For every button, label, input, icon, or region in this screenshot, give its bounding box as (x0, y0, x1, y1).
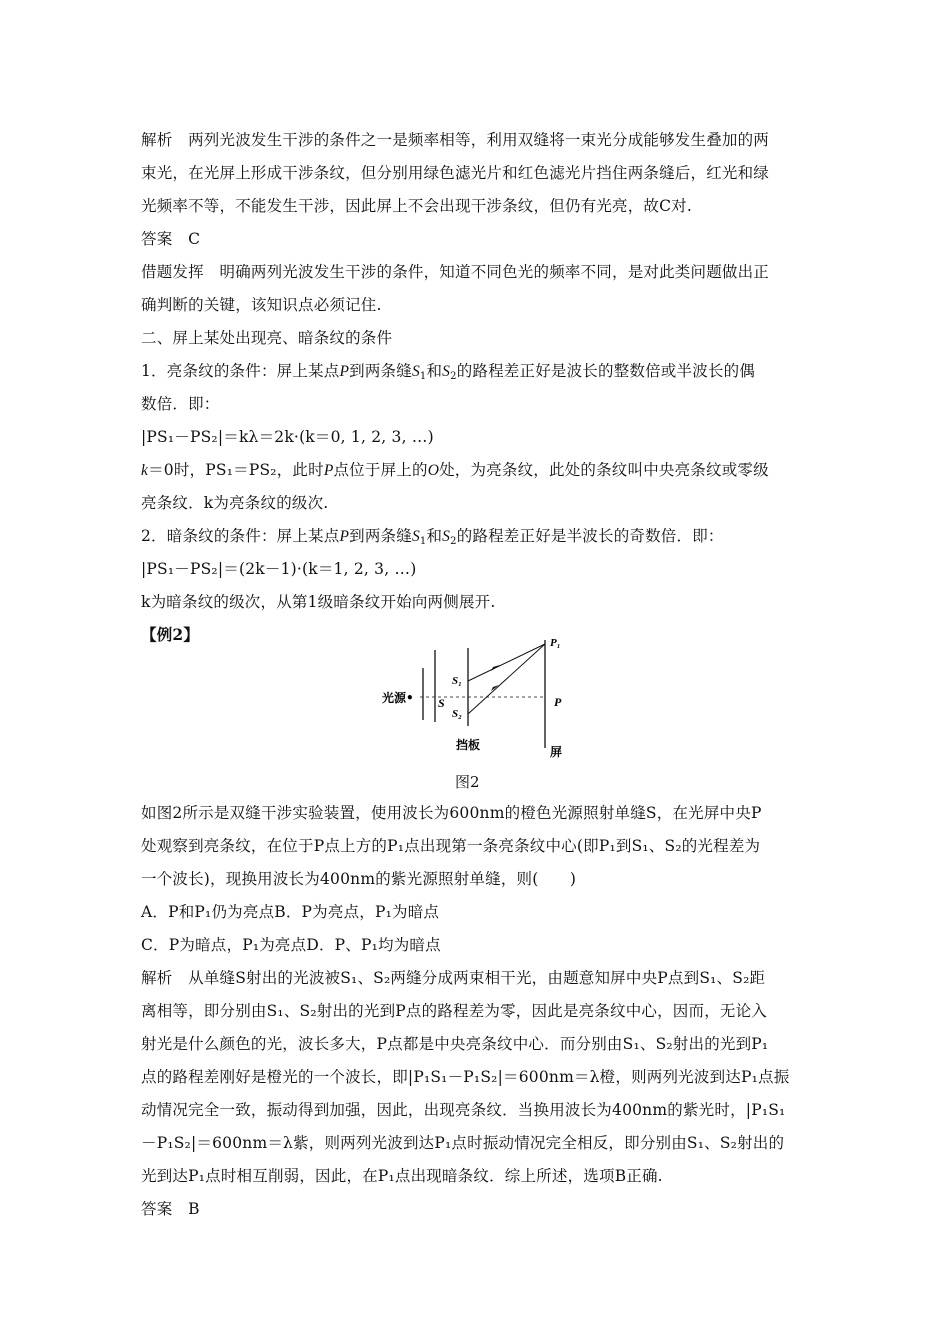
analysis-2-line-3: 射光是什么颜色的光，波长多大，P点都是中央亮条纹中心．而分别由S₁、S₂射出的光到P₁ (141, 1035, 769, 1053)
p1-label: P₁ (550, 637, 561, 649)
example-label: 【例2】 (141, 625, 200, 644)
example-stem-line-2: 处观察到亮条纹，在位于P点上方的P₁点出现第一条亮条纹中心(即P₁到S₁、S₂的光程差为 (141, 837, 761, 855)
options-cd: C．P为暗点，P₁为亮点D．P、P₁均为暗点 (141, 936, 441, 954)
analysis-2-line-1: 解析 从单缝S射出的光波被S₁、S₂两缝分成两束相干光，由题意知屏中央P点到S₁、S₂距 (141, 969, 766, 987)
p-label: P (554, 695, 562, 709)
zero-order-line-1: k＝0时，PS₁＝PS₂，此时P点位于屏上的O处，为亮条纹，此处的条纹叫中央亮条纹或零级 (141, 461, 769, 479)
ray-s2-p1 (468, 644, 545, 714)
figure-caption: 图2 (455, 773, 480, 791)
baffle-label: 挡板 (456, 738, 481, 752)
section-heading: 二、屏上某处出现亮、暗条纹的条件 (141, 329, 393, 347)
dark-fringe-order: k为暗条纹的级次，从第1级暗条纹开始向两侧展开. (141, 593, 496, 611)
bright-fringe-condition-line-2: 数倍．即： (141, 395, 220, 413)
screen-label: 屏 (550, 745, 563, 759)
analysis-2-line-6: －P₁S₂|＝600nm＝λ紫，则两列光波到达P₁点时振动情况完全相反，即分别由S₁、S₂射出的 (141, 1134, 785, 1152)
zero-order-line-2: 亮条纹．k为亮条纹的级次. (141, 494, 329, 512)
answer-2: 答案 B (141, 1200, 200, 1218)
options-ab: A．P和P₁仍为亮点B．P为亮点，P₁为暗点 (141, 903, 440, 921)
tip-line-1: 借题发挥 明确两列光波发生干涉的条件，知道不同色光的频率不同，是对此类问题做出正 (141, 263, 770, 281)
analysis-1-line-3: 光频率不等，不能发生干涉，因此屏上不会出现干涉条纹，但仍有光亮，故C对. (141, 197, 692, 215)
dark-fringe-condition: 2．暗条纹的条件：屏上某点P到两条缝$S_1$和$S_2$的路程差正好是半波长的奇数倍．即： (141, 527, 724, 547)
analysis-2-line-5: 动情况完全一致，振动得到加强，因此，出现亮条纹．当换用波长为400nm的紫光时，|P₁S₁ (141, 1101, 786, 1119)
tip-line-2: 确判断的关键，该知识点必须记住. (141, 296, 382, 314)
analysis-2-line-7: 光到达P₁点时相互削弱，因此，在P₁点出现暗条纹．综上所述，选项B正确. (141, 1167, 663, 1185)
analysis-2-line-2: 离相等，即分别由S₁、S₂射出的光到P点的路程差为零，因此是亮条纹中心，因而，无论入 (141, 1002, 767, 1020)
light-source-label: 光源• (382, 691, 414, 705)
bright-fringe-formula: |PS₁－PS₂|＝kλ＝2k·(k＝0, 1, 2, 3, …) (141, 428, 434, 446)
dark-fringe-formula: |PS₁－PS₂|＝(2k－1)·(k＝1, 2, 3, …) (141, 560, 417, 578)
bright-fringe-condition-line-1: 1．亮条纹的条件：屏上某点P到两条缝$S_1$和$S_2$的路程差正好是波长的整数倍或半波长的偶 (141, 362, 755, 382)
answer-1: 答案 C (141, 230, 201, 248)
double-slit-diagram (380, 630, 580, 765)
analysis-1-line-2: 束光，在光屏上形成干涉条纹，但分别用绿色滤光片和红色滤光片挡住两条缝后，红光和绿 (141, 164, 770, 182)
s2-label: S₂ (452, 708, 462, 720)
ray-s1-p1 (468, 644, 545, 681)
analysis-1-line-1: 解析 两列光波发生干涉的条件之一是频率相等，利用双缝将一束光分成能够发生叠加的两 (141, 131, 770, 149)
s1-label: S₁ (452, 675, 462, 687)
s-label: S (438, 696, 445, 710)
example-stem-line-1: 如图2所示是双缝干涉实验装置，使用波长为600nm的橙色光源照射单缝S，在光屏中央P (141, 804, 762, 822)
analysis-2-line-4: 点的路程差刚好是橙光的一个波长，即|P₁S₁－P₁S₂|＝600nm＝λ橙，则两列光波到达P₁点振 (141, 1068, 790, 1086)
example-stem-line-3: 一个波长)，现换用波长为400nm的紫光源照射单缝，则( ) (141, 870, 577, 888)
